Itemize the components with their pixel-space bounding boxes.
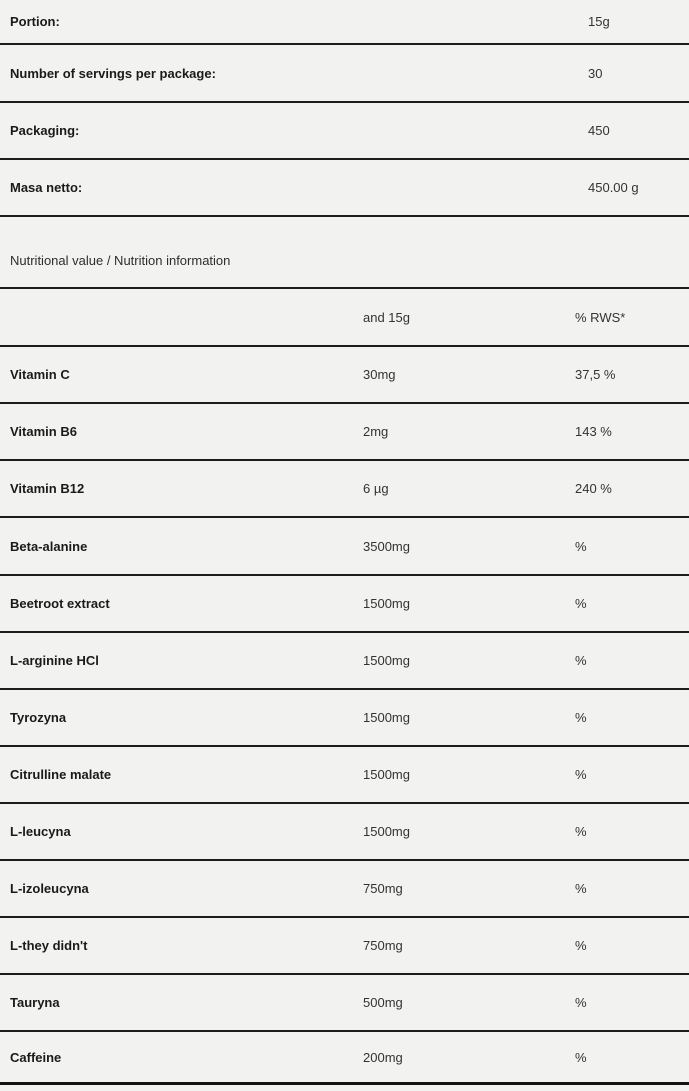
nutrient-amount: 2mg (363, 424, 389, 439)
table-row (0, 404, 689, 461)
nutrient-name: Vitamin B6 (10, 424, 77, 439)
nutrient-amount: 1500mg (363, 824, 410, 839)
nutrient-amount: 3500mg (363, 538, 410, 554)
nutrient-rws: % (575, 824, 587, 839)
table-row (0, 461, 689, 518)
nutrient-name: Citrulline malate (10, 767, 112, 782)
nutrition-table (0, 217, 689, 1082)
nutrient-name: Beta-alanine (10, 538, 88, 554)
nutrient-name: Vitamin B12 (10, 481, 85, 496)
nutrient-rws: % (575, 881, 587, 896)
nutrient-rws: % (575, 767, 587, 782)
section-title: Nutritional value / Nutrition information (10, 252, 231, 268)
nutrient-amount: 1500mg (363, 710, 410, 725)
nutrient-rws: 143 % (575, 424, 612, 439)
nutrient-amount: 200mg (363, 1049, 403, 1065)
table-row (0, 690, 689, 747)
info-label: Packaging: (10, 123, 80, 138)
info-label: Masa netto: (10, 180, 83, 195)
info-value: 30 (588, 65, 603, 81)
nutrient-amount: 6 µg (363, 481, 389, 496)
header-amount: and 15g (363, 309, 410, 325)
info-label: Number of servings per package: (10, 65, 216, 81)
info-value: 15g (588, 14, 610, 29)
table-row (0, 804, 689, 861)
info-label: Portion: (10, 14, 60, 29)
nutrient-amount: 750mg (363, 881, 403, 896)
table-row (0, 918, 689, 975)
nutrient-amount: 1500mg (363, 653, 410, 668)
nutrient-rws: % (575, 596, 587, 611)
info-value: 450.00 g (588, 180, 639, 195)
nutrient-name: L-izoleucyna (10, 881, 89, 896)
nutrient-amount: 1500mg (363, 767, 410, 782)
product-info-table (0, 0, 689, 217)
nutrient-amount: 1500mg (363, 596, 410, 611)
nutrient-name: L-they didn't (10, 938, 88, 953)
nutrient-rws: % (575, 710, 587, 725)
nutrient-name: Vitamin C (10, 367, 70, 382)
nutrient-name: Beetroot extract (10, 596, 110, 611)
nutrient-amount: 500mg (363, 995, 403, 1010)
table-row (0, 347, 689, 404)
nutrient-name: Caffeine (10, 1049, 62, 1065)
header-rws: % RWS* (575, 309, 626, 325)
nutrient-rws: % (575, 538, 587, 554)
bottom-spacer (0, 1085, 689, 1091)
table-row (0, 1032, 689, 1082)
table-row (0, 747, 689, 804)
table-row (0, 633, 689, 690)
table-row (0, 576, 689, 633)
nutrient-rws: 240 % (575, 481, 612, 496)
nutrient-amount: 30mg (363, 367, 396, 382)
nutrient-rws: % (575, 995, 587, 1010)
nutrient-rws: 37,5 % (575, 367, 616, 382)
table-row (0, 160, 689, 217)
info-value: 450 (588, 123, 610, 138)
table-row (0, 45, 689, 103)
table-row (0, 861, 689, 918)
nutrient-name: Tauryna (10, 995, 60, 1010)
table-row (0, 103, 689, 160)
nutrient-name: L-arginine HCl (10, 653, 99, 668)
nutrient-rws: % (575, 1049, 587, 1065)
nutrient-amount: 750mg (363, 938, 403, 953)
nutrient-name: L-leucyna (10, 824, 71, 839)
nutrient-name: Tyrozyna (10, 710, 67, 725)
table-row (0, 518, 689, 576)
table-row (0, 975, 689, 1032)
nutrient-rws: % (575, 938, 587, 953)
nutrition-header-row (0, 289, 689, 347)
section-title-row (0, 217, 689, 289)
table-row (0, 0, 689, 45)
nutrient-rws: % (575, 653, 587, 668)
